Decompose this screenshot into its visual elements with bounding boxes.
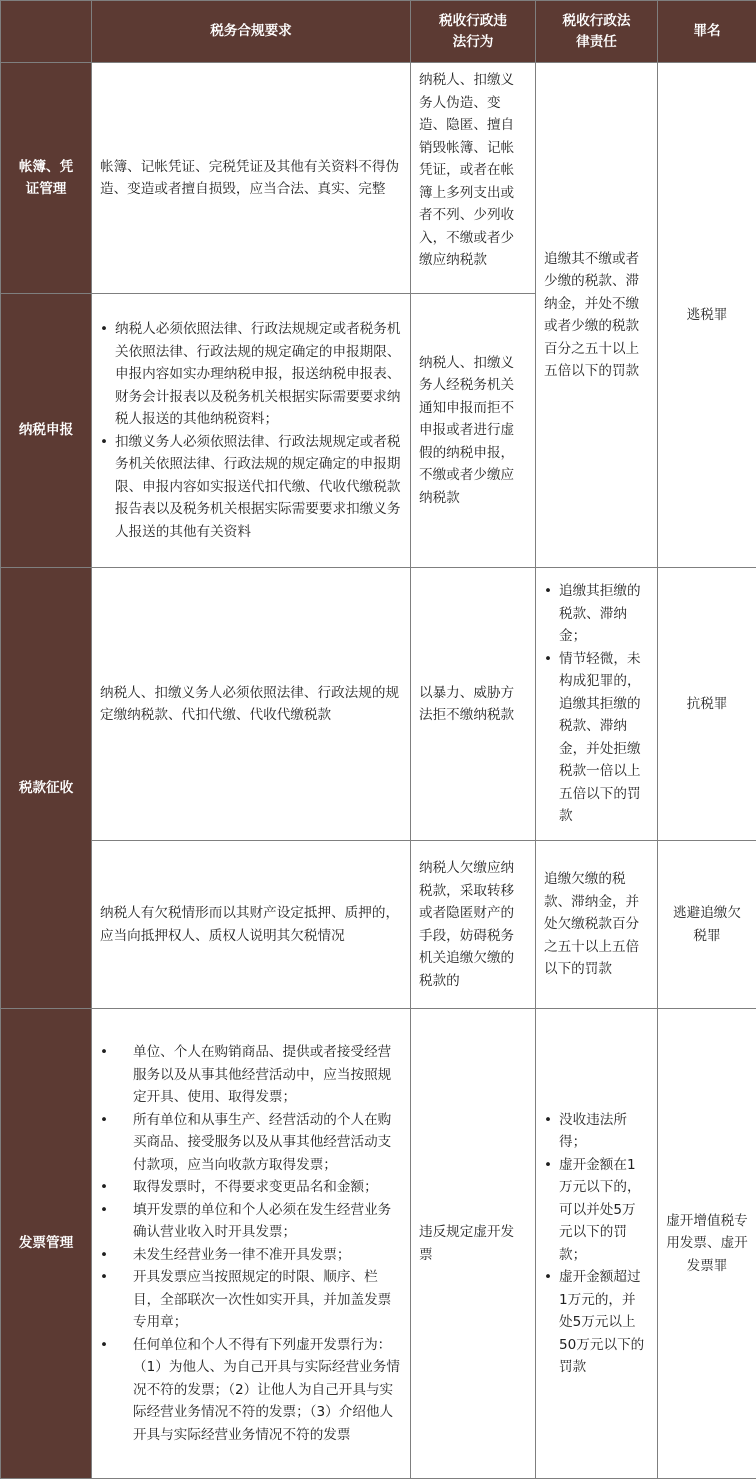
table-row [1,63,756,294]
list-item: • 任何单位和个人不得有下列虚开发票行为：（1）为他人、为自己开具与实际经营业务情况不符的发票；（2）让他人为自己开具与实际经营业务情况不符的发票；（3）介绍他人开具与实际经营业务情况不符的发票 [100,1334,402,1447]
liability-arrears: 追缴欠缴的税款、滞纳金，并处欠缴税款百分之五十以上五倍以下的罚款 [536,841,658,1009]
liability-invoice-list [544,1109,649,1379]
liability-invoice [536,1009,658,1479]
list-item: • 虚开金额超过1万元的，并处5万元以上50万元以下的罚款 [544,1266,649,1379]
category-invoice: 发票管理 [1,1009,92,1479]
list-item: • 未发生经营业务一律不准开具发票； [100,1244,402,1267]
requirement-collection: 纳税人、扣缴义务人必须依照法律、行政法规的规定缴纳税款、代扣代缴、代收代缴税款 [92,568,411,841]
list-item: • 所有单位和从事生产、经营活动的个人在购买商品、接受服务以及从事其他经营活动支付款项，应当向收款方取得发票； [100,1109,402,1177]
requirement-arrears: 纳税人有欠税情形而以其财产设定抵押、质押的，应当向抵押权人、质权人说明其欠税情况 [92,841,411,1009]
table-row [1,568,756,841]
list-item: • 没收违法所得； [544,1109,649,1154]
crime-arrears: 逃避追缴欠税罪 [658,841,756,1009]
header-requirement: 税务合规要求 [92,1,411,63]
header-crime: 罪名 [658,1,756,63]
list-item: • 追缴其拒缴的税款、滞纳金； [544,580,649,648]
crime-invoice: 虚开增值税专用发票、虚开发票罪 [658,1009,756,1479]
violation-filing: 纳税人、扣缴义务人经税务机关通知申报而拒不申报或者进行虚假的纳税申报，不缴或者少缴应纳税款 [411,294,536,568]
list-item: • 纳税人必须依照法律、行政法规规定或者税务机关依照法律、行政法规的规定确定的申报期限、申报内容如实办理纳税申报，报送纳税申报表、财务会计报表以及税务机关根据实际需要要求纳税人报送的其他纳税资料； [100,318,402,431]
list-item: • 情节轻微，未构成犯罪的，追缴其拒缴的税款、滞纳金，并处拒缴税款一倍以上五倍以下的罚款 [544,648,649,828]
requirement-filing-list [100,318,402,543]
crime-evasion: 逃税罪 [658,63,756,568]
violation-collection: 以暴力、威胁方法拒不缴纳税款 [411,568,536,841]
crime-collection: 抗税罪 [658,568,756,841]
category-collection: 税款征收 [1,568,92,1009]
list-item: • 扣缴义务人必须依照法律、行政法规规定或者税务机关依照法律、行政法规的规定确定的申报期限、申报内容如实报送代扣代缴、代收代缴税款报告表以及税务机关根据实际需要要求扣缴义务人报送的其他有关资料 [100,431,402,544]
list-item: • 填开发票的单位和个人必须在发生经营业务确认营业收入时开具发票； [100,1199,402,1244]
header-violation: 税收行政违法行为 [411,1,536,63]
table-row [1,841,756,1009]
requirement-filing [92,294,411,568]
requirement-invoice-list [100,1041,402,1446]
list-item: • 取得发票时，不得要求变更品名和金额； [100,1176,402,1199]
violation-invoice: 违反规定虚开发票 [411,1009,536,1479]
liability-collection [536,568,658,841]
category-accounts: 帐簿、凭证管理 [1,63,92,294]
header-liability: 税收行政法律责任 [536,1,658,63]
table-header-row [1,1,756,63]
list-item: • 单位、个人在购销商品、提供或者接受经营服务以及从事其他经营活动中，应当按照规定开具、使用、取得发票； [100,1041,402,1109]
violation-accounts: 纳税人、扣缴义务人伪造、变造、隐匿、擅自销毁帐簿、记帐凭证，或者在帐簿上多列支出或者不列、少列收入，不缴或者少缴应纳税款 [411,63,536,294]
category-filing: 纳税申报 [1,294,92,568]
table-row [1,1009,756,1479]
list-item: • 虚开金额在1万元以下的，可以并处5万元以下的罚款； [544,1154,649,1267]
violation-arrears: 纳税人欠缴应纳税款，采取转移或者隐匿财产的手段，妨碍税务机关追缴欠缴的税款的 [411,841,536,1009]
requirement-accounts: 帐簿、记帐凭证、完税凭证及其他有关资料不得伪造、变造或者擅自损毁，应当合法、真实、完整 [92,63,411,294]
header-category [1,1,92,63]
liability-evasion: 追缴其不缴或者少缴的税款、滞纳金，并处不缴或者少缴的税款百分之五十以上五倍以下的罚款 [536,63,658,568]
liability-collection-list [544,580,649,828]
list-item: • 开具发票应当按照规定的时限、顺序、栏目，全部联次一次性如实开具，并加盖发票专用章； [100,1266,402,1334]
requirement-invoice [92,1009,411,1479]
